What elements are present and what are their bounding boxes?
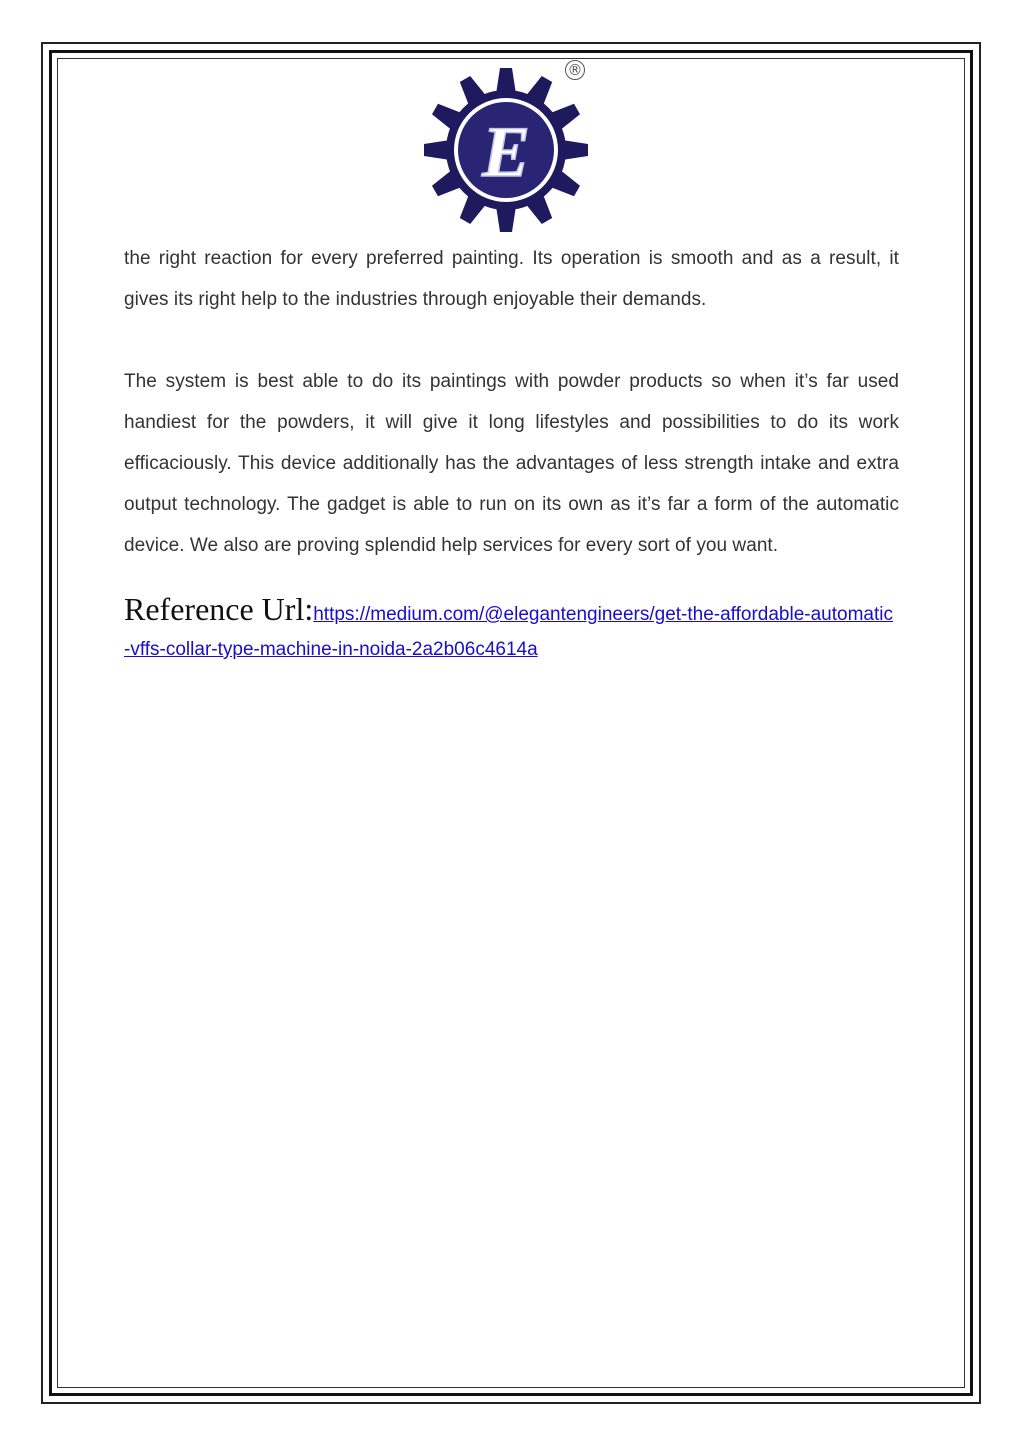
document-body (124, 238, 899, 668)
paragraph-1: the right reaction for every preferred painting. Its operation is smooth and as a result, it gives its right help to the industries through enjoyable their demands. (124, 248, 899, 310)
logo-letter: E (481, 112, 531, 192)
registered-mark: ® (565, 60, 585, 80)
reference-block (124, 592, 899, 668)
paragraph-2: The system is best able to do its paintings with powder products so when it’s far used handiest for the powders, it will give it long lifestyles and possibilities to do its work efficaciously. This device additionally has the advantages of less strength intake and extra output technology. The gadget is able to run on its own as it’s far a form of the automatic device. We also are proving splendid help services for every sort of you want. (124, 371, 899, 556)
reference-label: Reference Url: (124, 591, 314, 627)
reference-link[interactable]: https://medium.com/@elegantengineers/get-the-affordable-automatic-vffs-collar-type-machine-in-noida-2a2b06c4614a (124, 604, 893, 660)
gear-e-logo-icon (420, 62, 592, 234)
